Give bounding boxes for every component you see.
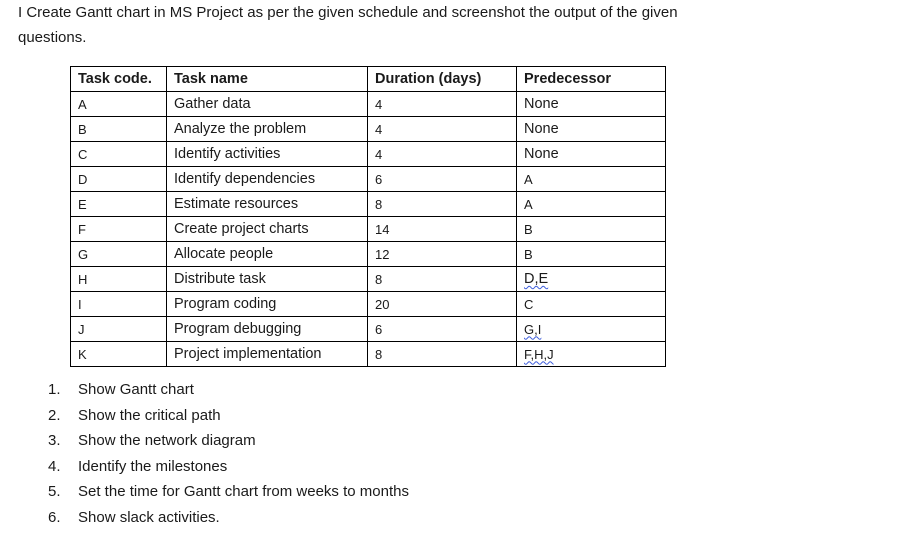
intro-paragraph — [18, 0, 808, 50]
duration-cell: 8 — [368, 342, 517, 367]
task-code-cell: A — [71, 92, 167, 117]
task-name-cell: Estimate resources — [167, 192, 368, 217]
predecessor-text: D,E — [524, 271, 549, 287]
table-header-row — [71, 67, 666, 92]
predecessor-cell — [517, 317, 666, 342]
header-duration: Duration (days) — [368, 67, 517, 92]
predecessor-cell: B — [517, 242, 666, 267]
task-code-cell: C — [71, 142, 167, 167]
intro-line-2: questions. — [18, 29, 87, 46]
duration-cell: 6 — [368, 167, 517, 192]
header-task-code: Task code. — [71, 67, 167, 92]
task-code-cell: E — [71, 192, 167, 217]
duration-cell: 4 — [368, 117, 517, 142]
question-text: Show slack activities. — [78, 508, 220, 526]
predecessor-cell: C — [517, 292, 666, 317]
table-row — [71, 92, 666, 117]
task-code-cell: D — [71, 167, 167, 192]
question-number: 4. — [48, 457, 61, 475]
question-number: 6. — [48, 508, 61, 526]
task-name-cell: Create project charts — [167, 217, 368, 242]
task-code-cell: B — [71, 117, 167, 142]
task-name-cell: Analyze the problem — [167, 117, 368, 142]
task-name-cell: Project implementation — [167, 342, 368, 367]
predecessor-cell: A — [517, 167, 666, 192]
duration-cell: 4 — [368, 142, 517, 167]
task-name-cell: Program debugging — [167, 317, 368, 342]
table-row — [71, 217, 666, 242]
predecessor-cell: None — [517, 117, 666, 142]
predecessor-cell: A — [517, 192, 666, 217]
table-row — [71, 317, 666, 342]
predecessor-cell — [517, 267, 666, 292]
task-name-cell: Distribute task — [167, 267, 368, 292]
duration-cell: 20 — [368, 292, 517, 317]
header-predecessor: Predecessor — [517, 67, 666, 92]
task-name-cell: Allocate people — [167, 242, 368, 267]
table-row — [71, 167, 666, 192]
question-number: 2. — [48, 406, 61, 424]
task-code-cell: F — [71, 217, 167, 242]
task-code-cell: J — [71, 317, 167, 342]
predecessor-cell: None — [517, 142, 666, 167]
task-code-cell: I — [71, 292, 167, 317]
question-text: Show the network diagram — [78, 432, 256, 450]
predecessor-cell — [517, 342, 666, 367]
predecessor-cell: None — [517, 92, 666, 117]
duration-cell: 12 — [368, 242, 517, 267]
task-name-cell: Program coding — [167, 292, 368, 317]
question-number: 3. — [48, 432, 61, 450]
duration-cell: 6 — [368, 317, 517, 342]
header-task-name: Task name — [167, 67, 368, 92]
question-text: Set the time for Gantt chart from weeks to months — [78, 483, 409, 501]
task-code-cell: G — [71, 242, 167, 267]
question-text: Identify the milestones — [78, 457, 228, 475]
schedule-table — [70, 66, 666, 367]
question-number: 1. — [48, 381, 61, 398]
question-number: 5. — [48, 483, 61, 501]
predecessor-text: F,H,J — [524, 346, 554, 362]
duration-cell: 8 — [368, 192, 517, 217]
table-row — [71, 142, 666, 167]
intro-line-1: I Create Gantt chart in MS Project as per the given schedule and screenshot the output of the given — [18, 4, 678, 21]
task-code-cell: H — [71, 267, 167, 292]
duration-cell: 8 — [368, 267, 517, 292]
task-name-cell: Identify dependencies — [167, 167, 368, 192]
task-name-cell: Identify activities — [167, 142, 368, 167]
table-row — [71, 117, 666, 142]
duration-cell: 14 — [368, 217, 517, 242]
question-text: Show Gantt chart — [78, 381, 194, 398]
table-row — [71, 192, 666, 217]
table-row — [71, 342, 666, 367]
task-code-cell: K — [71, 342, 167, 367]
predecessor-cell: B — [517, 217, 666, 242]
predecessor-text: G,I — [524, 321, 542, 337]
question-text: Show the critical path — [78, 406, 221, 424]
table-row — [71, 242, 666, 267]
task-name-cell: Gather data — [167, 92, 368, 117]
duration-cell: 4 — [368, 92, 517, 117]
table-row — [71, 267, 666, 292]
table-row — [71, 292, 666, 317]
